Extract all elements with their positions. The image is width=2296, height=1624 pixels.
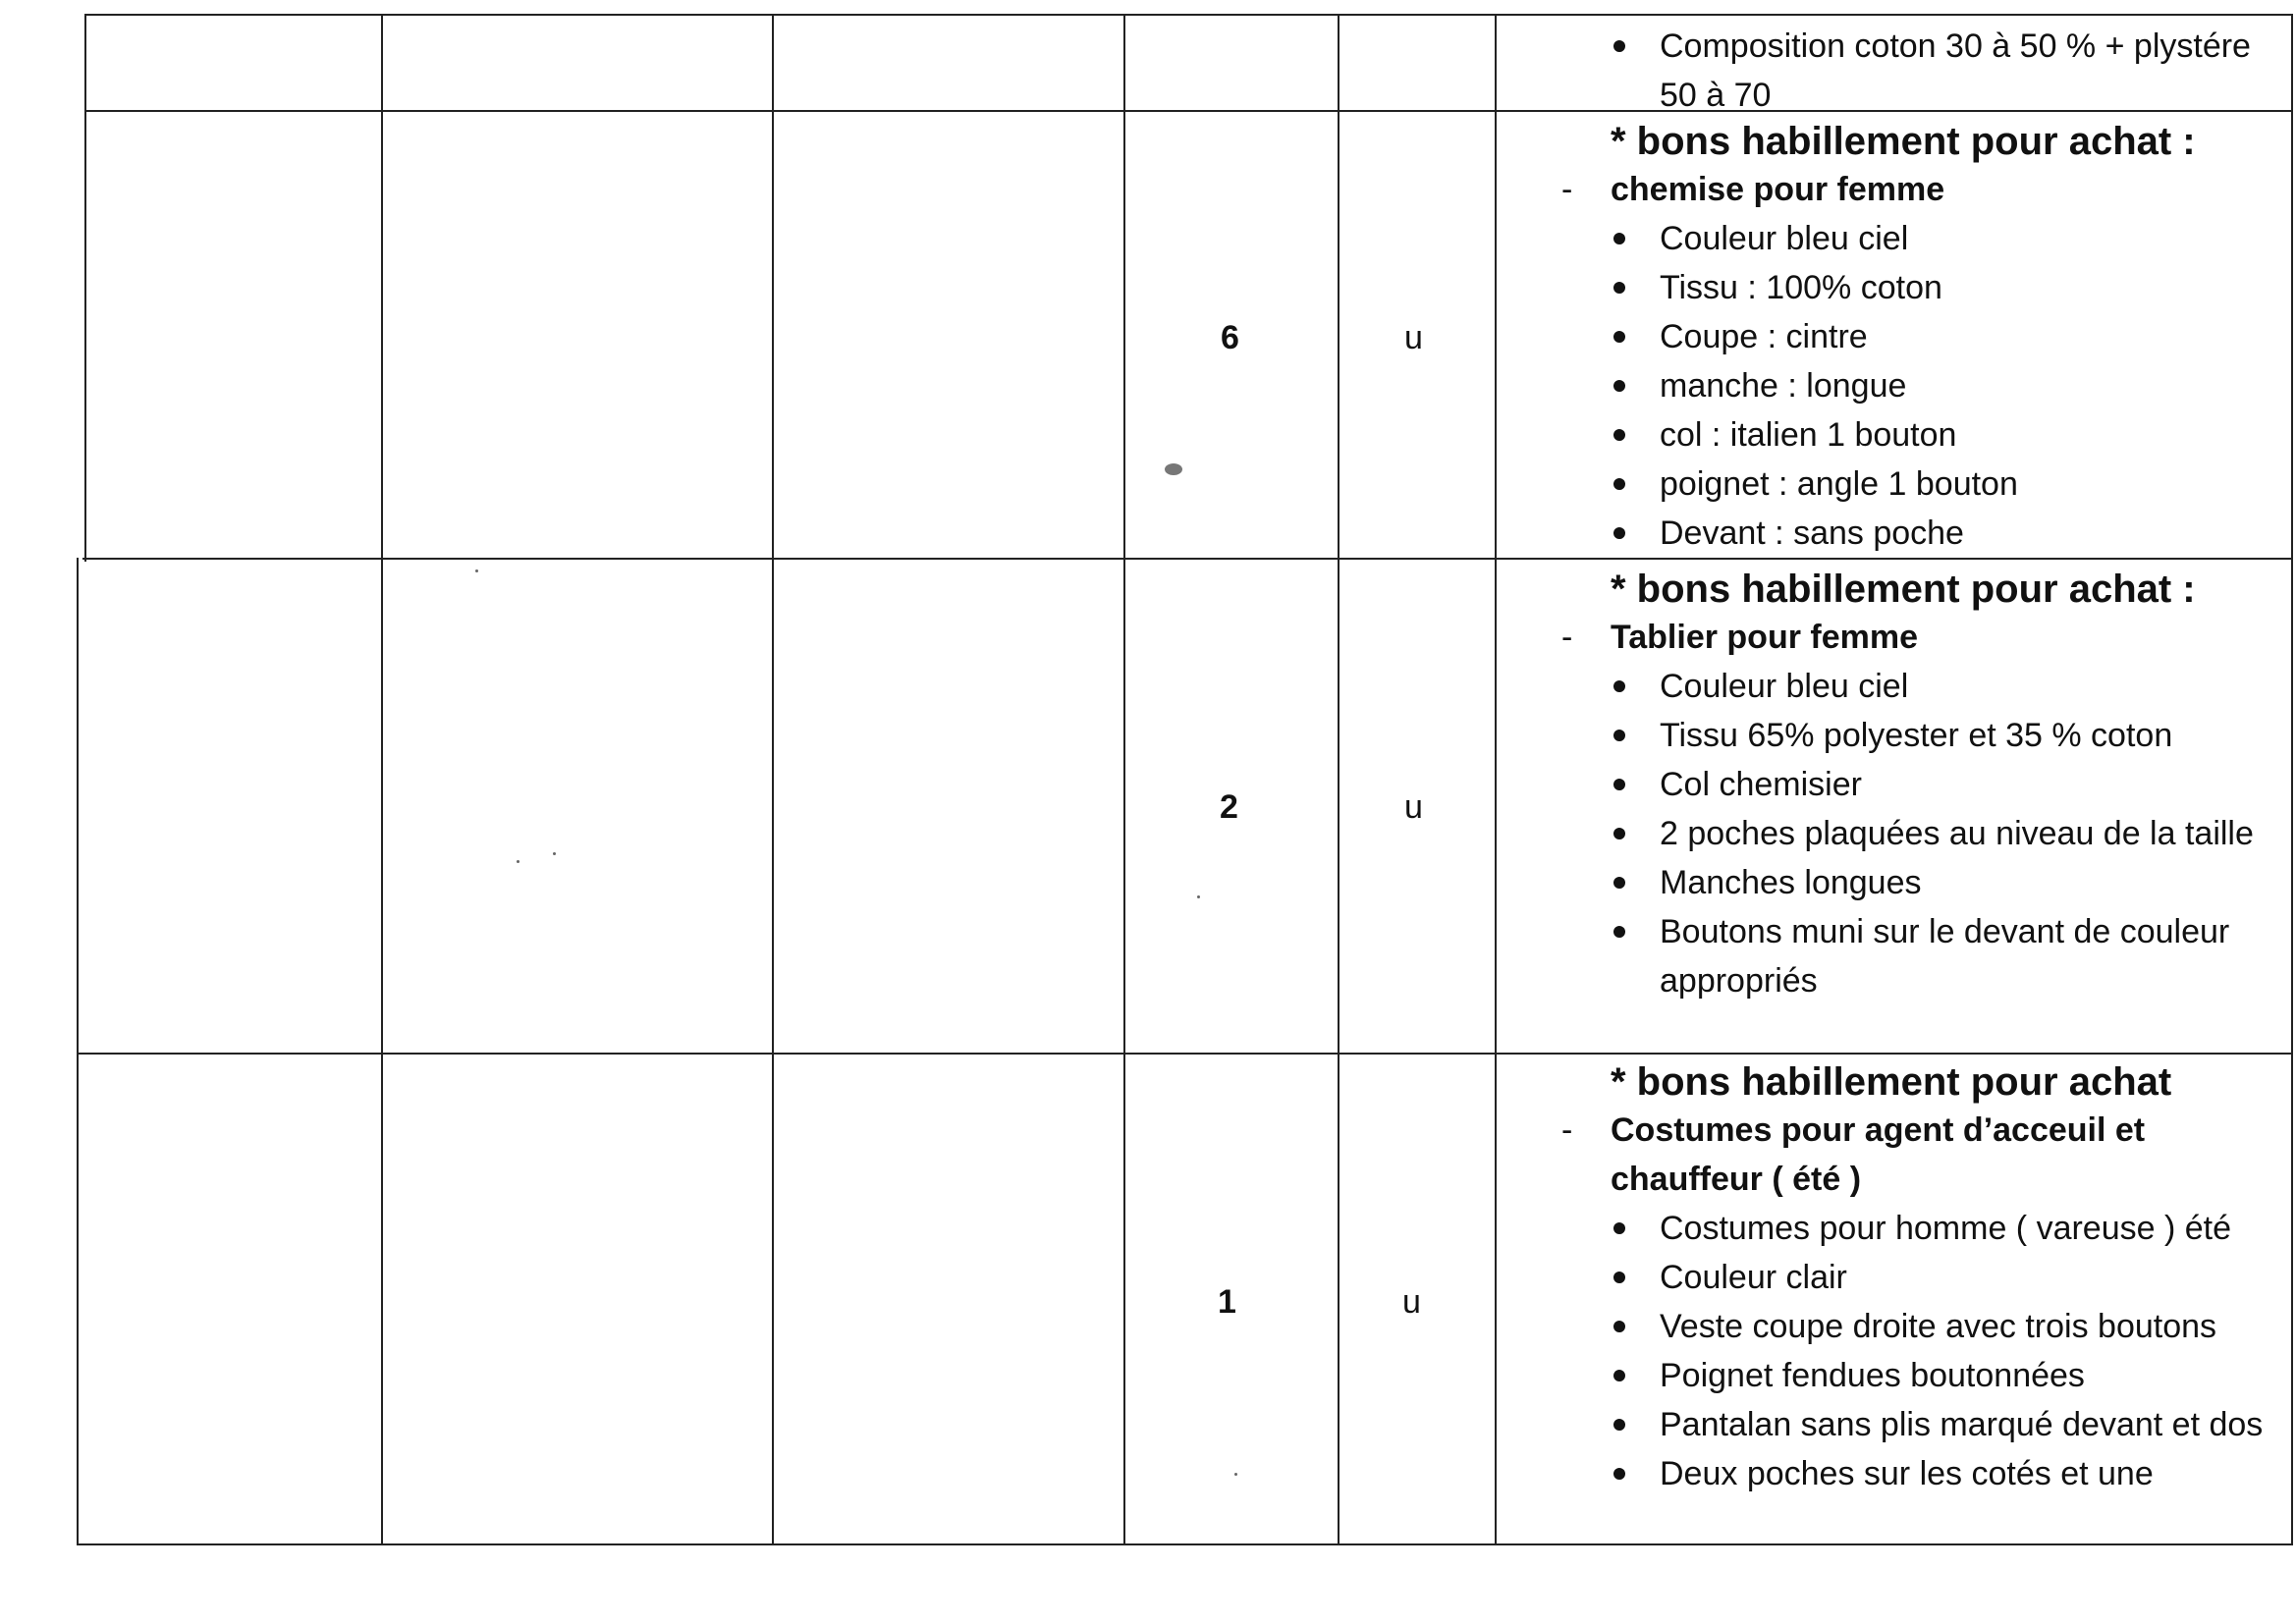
spec-item-text: Tissu 65% polyester et 35 % coton	[1660, 717, 2173, 754]
table-border-top	[84, 14, 2291, 16]
item-heading: - Costumes pour agent d’acceuil et chauffeur ( été )	[1561, 1111, 2146, 1198]
spec-item-text: Deux poches sur les cotés et une	[1660, 1455, 2154, 1492]
spec-item-text: Devant : sans poche	[1660, 514, 1964, 552]
spec-list	[1503, 662, 2288, 1005]
scan-speck	[517, 860, 519, 863]
row-divider	[79, 1053, 2291, 1055]
spec-list	[1503, 1204, 2288, 1498]
spec-item-text: manche : longue	[1660, 367, 1907, 405]
spec-item	[1503, 214, 2288, 263]
spec-item-text: Manches longues	[1660, 864, 1922, 901]
spec-item	[1503, 1253, 2288, 1302]
column-divider	[1495, 14, 1497, 1545]
unit-cell: u	[1404, 788, 1423, 826]
item-heading: - chemise pour femme	[1561, 171, 1945, 208]
spec-item-text: Couleur bleu ciel	[1660, 668, 1909, 705]
scan-speck	[553, 852, 556, 855]
spec-item	[1503, 1400, 2288, 1449]
spec-item	[1503, 1302, 2288, 1351]
section-title: * bons habillement pour achat	[1611, 1060, 2172, 1104]
row-divider	[82, 558, 2291, 560]
spec-item	[1503, 509, 2288, 558]
spec-item-text: Tissu : 100% coton	[1660, 269, 1942, 306]
spec-item	[1503, 1449, 2288, 1498]
spec-item	[1503, 760, 2288, 809]
row-description	[1503, 118, 2288, 558]
quantity-cell: 2	[1220, 788, 1238, 826]
table-border-right	[2291, 14, 2293, 1545]
spec-item	[1503, 711, 2288, 760]
row-description	[1503, 22, 2288, 120]
item-heading-text: chemise pour femme	[1611, 171, 1945, 208]
item-heading-text: Costumes pour agent d’acceuil et chauffeur ( été )	[1611, 1111, 2146, 1198]
spec-item-text: Couleur clair	[1660, 1259, 1847, 1296]
section-title: * bons habillement pour achat :	[1611, 120, 2196, 163]
scan-speck	[1197, 895, 1200, 898]
row-description	[1503, 566, 2288, 1005]
column-divider	[381, 14, 383, 1545]
spec-item-text: Composition coton 30 à 50 % + plystére 50 à 70	[1660, 27, 2251, 114]
spec-item	[1503, 361, 2288, 410]
unit-cell: u	[1402, 1283, 1421, 1321]
scan-speck	[1165, 463, 1182, 475]
spec-item	[1503, 809, 2288, 858]
column-divider	[84, 14, 86, 562]
item-heading: - Tablier pour femme	[1561, 619, 1918, 656]
spec-item	[1503, 1351, 2288, 1400]
spec-item-text: Pantalan sans plis marqué devant et dos	[1660, 1406, 2264, 1443]
spec-item	[1503, 22, 2288, 120]
spec-item-text: Costumes pour homme ( vareuse ) été	[1660, 1210, 2232, 1247]
spec-item	[1503, 1204, 2288, 1253]
spec-item-text: Veste coupe droite avec trois boutons	[1660, 1308, 2217, 1345]
spec-item-text: col : italien 1 bouton	[1660, 416, 1957, 454]
column-divider	[1123, 14, 1125, 1545]
scan-speck	[475, 569, 478, 572]
column-divider	[1338, 14, 1339, 1545]
unit-cell: u	[1404, 319, 1423, 356]
spec-item-text: 2 poches plaquées au niveau de la taille	[1660, 815, 2254, 852]
spec-list	[1503, 22, 2288, 120]
item-heading-text: Tablier pour femme	[1611, 619, 1918, 656]
row-description	[1503, 1058, 2288, 1498]
spec-item	[1503, 312, 2288, 361]
spec-item	[1503, 460, 2288, 509]
spec-item-text: poignet : angle 1 bouton	[1660, 465, 2018, 503]
spec-list	[1503, 214, 2288, 558]
spec-item-text: Boutons muni sur le devant de couleur appropriés	[1660, 913, 2230, 1000]
spec-item	[1503, 263, 2288, 312]
quantity-cell: 6	[1221, 319, 1239, 356]
section-title: * bons habillement pour achat :	[1611, 568, 2196, 611]
spec-item	[1503, 662, 2288, 711]
column-divider	[77, 558, 79, 1545]
spec-item	[1503, 410, 2288, 460]
quantity-cell: 1	[1218, 1283, 1236, 1321]
column-divider	[772, 14, 774, 1545]
scan-speck	[1234, 1473, 1237, 1476]
table-border-bottom	[77, 1543, 2291, 1545]
spec-item-text: Poignet fendues boutonnées	[1660, 1357, 2085, 1394]
spec-item-text: Coupe : cintre	[1660, 318, 1868, 355]
spec-item-text: Col chemisier	[1660, 766, 1862, 803]
spec-item	[1503, 907, 2288, 1005]
spec-item-text: Couleur bleu ciel	[1660, 220, 1909, 257]
spec-item	[1503, 858, 2288, 907]
